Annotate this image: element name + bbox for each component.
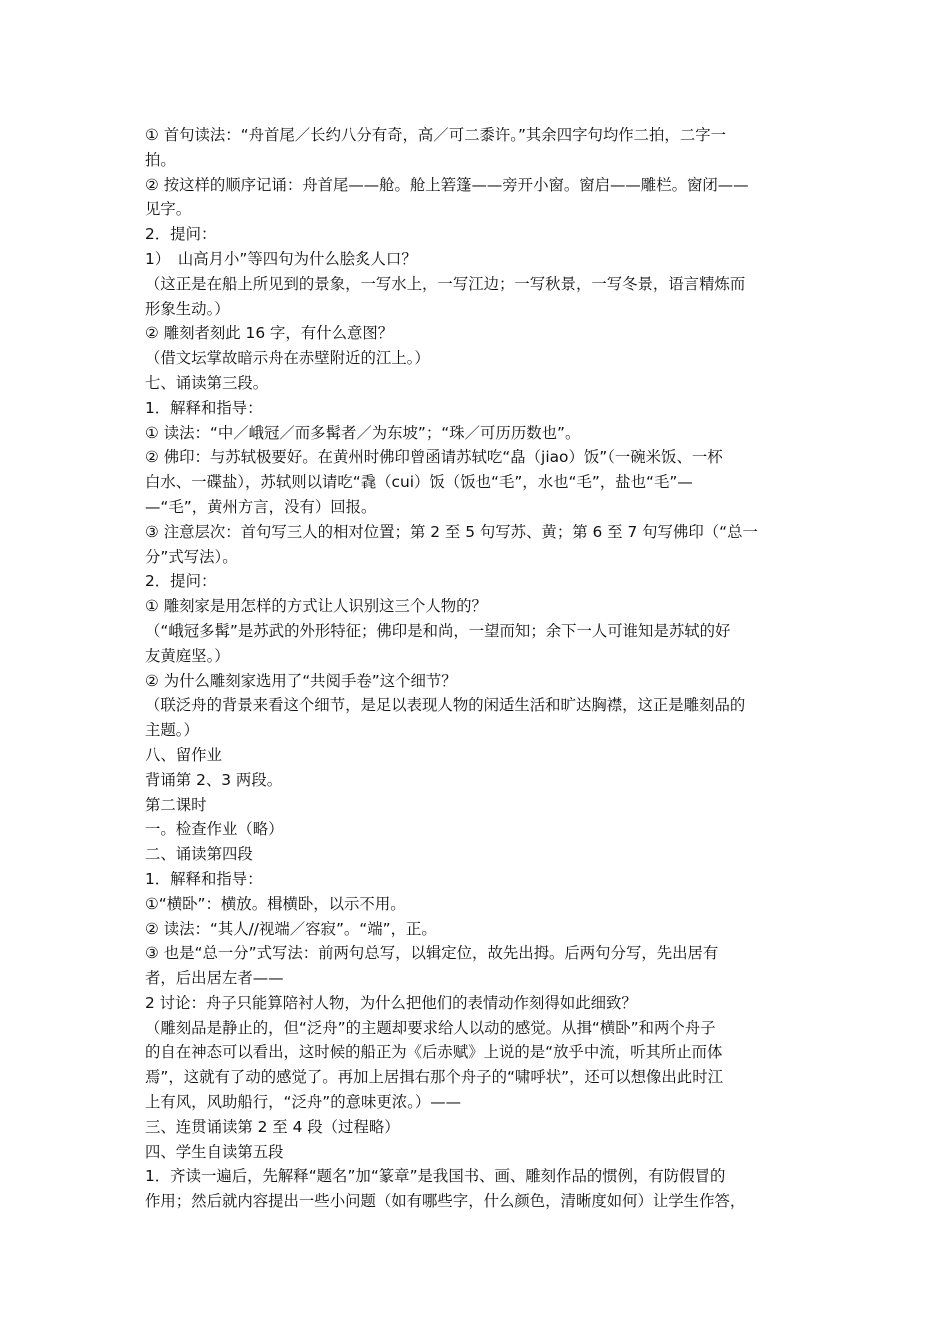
text-line: （雕刻品是静止的，但“泛舟”的主题却要求给人以动的感觉。从揖“横卧”和两个舟子 [145,1018,716,1037]
text-line: 焉”，这就有了动的感觉了。再加上居揖右那个舟子的“啸呼状”，还可以想像出此时江 [145,1068,723,1087]
text-line: 四、学生自读第五段 [145,1142,284,1161]
text-line: 2．提问： [145,572,217,591]
text-line: 第二课时 [145,795,207,814]
text-line: ② 按这样的顺序记诵：舟首尾——舱。舱上箬篷——旁开小窗。窗启——雕栏。窗闭—— [145,175,749,194]
text-line: 上有风，风助船行，“泛舟”的意味更浓。）—— [145,1093,462,1112]
text-line: （“峨冠多髯”是苏武的外形特征；佛印是和尚，一望而知；余下一人可谁知是苏轼的好 [145,621,731,640]
text-line: ② 雕刻者刻此 16 字，有什么意图？ [145,324,394,343]
text-line: 分”式写法）。 [145,547,238,566]
text-line: 拍。 [145,150,176,169]
text-line: ② 读法：“其人//视端／容寂”。“端”，正。 [145,919,437,938]
text-line: ② 佛印：与苏轼极要好。在黄州时佛印曾函请苏轼吃“皛（jiao）饭”（一碗米饭、一杯 [145,448,723,467]
text-line: 1） 山高月小”等四句为什么脍炙人口？ [145,249,417,268]
text-line: 八、留作业 [145,745,222,764]
text-line: 主题。） [145,721,199,740]
text-line: 的自在神态可以看出，这时候的船正为《后赤赋》上说的是“放乎中流，听其所止而体 [145,1043,723,1062]
text-line: —“毛”，黄州方言，没有）回报。 [145,497,377,516]
document-body [145,123,813,1214]
text-line: 1．齐读一遍后，先解释“题名”加“篆章”是我国书、画、雕刻作品的惯例，有防假冒的 [145,1167,726,1186]
text-line: 形象生动。） [145,299,230,318]
text-line: ①“横卧”：横放。楫横卧，以示不用。 [145,894,406,913]
text-line: 背诵第 2、3 两段。 [145,770,283,789]
text-line: 2．提问： [145,225,217,244]
text-line: （联泛舟的背景来看这个细节，是足以表现人物的闲适生活和旷达胸襟，这正是雕刻品的 [145,696,746,715]
text-line: 1．解释和指导： [145,398,263,417]
text-line: ① 读法：“中／峨冠／而多髯者／为东坡”；“珠／可历历数也”。 [145,423,581,442]
text-line: ① 雕刻家是用怎样的方式让人识别这三个人物的？ [145,597,487,616]
text-line: 2 讨论：舟子只能算陪衬人物，为什么把他们的表情动作刻得如此细致？ [145,993,637,1012]
text-line: 白水、一碟盐），苏轼则以请吃“毳（cui）饭（饭也“毛”，水也“毛”，盐也“毛”— [145,473,693,492]
text-line: 一。检查作业（略） [145,820,284,839]
text-line: ② 为什么雕刻家选用了“共阅手卷”这个细节？ [145,671,457,690]
text-line: ③ 也是“总一分”式写法：前两句总写，以辑定位，故先出拇。后两句分写，先出居有 [145,944,719,963]
text-line: 三、连贯诵读第 2 至 4 段（过程略） [145,1117,400,1136]
text-line: ③ 注意层次：首句写三人的相对位置；第 2 至 5 句写苏、黄；第 6 至 7 句写佛印（“总一 [145,522,758,541]
text-line: 见字。 [145,200,192,219]
text-line: 作用；然后就内容提出一些小问题（如有哪些字，什么颜色，清晰度如何）让学生作答， [145,1192,746,1211]
text-line: ① 首句读法：“舟首尾／长约八分有奇，高／可二黍许。”其余四字句均作二拍，二字一 [145,126,726,144]
text-line: （借文坛掌故暗示舟在赤壁附近的江上。） [145,349,430,368]
text-line: 七、诵读第三段。 [145,373,269,392]
text-line: （这正是在船上所见到的景象，一写水上，一写江边；一写秋景，一写冬景，语言精炼而 [145,274,746,293]
text-line: 友黄庭坚。） [145,646,230,665]
text-line: 二、诵读第四段 [145,845,253,864]
text-line: 1．解释和指导： [145,869,263,888]
text-line: 者，后出居左者—— [145,969,284,988]
